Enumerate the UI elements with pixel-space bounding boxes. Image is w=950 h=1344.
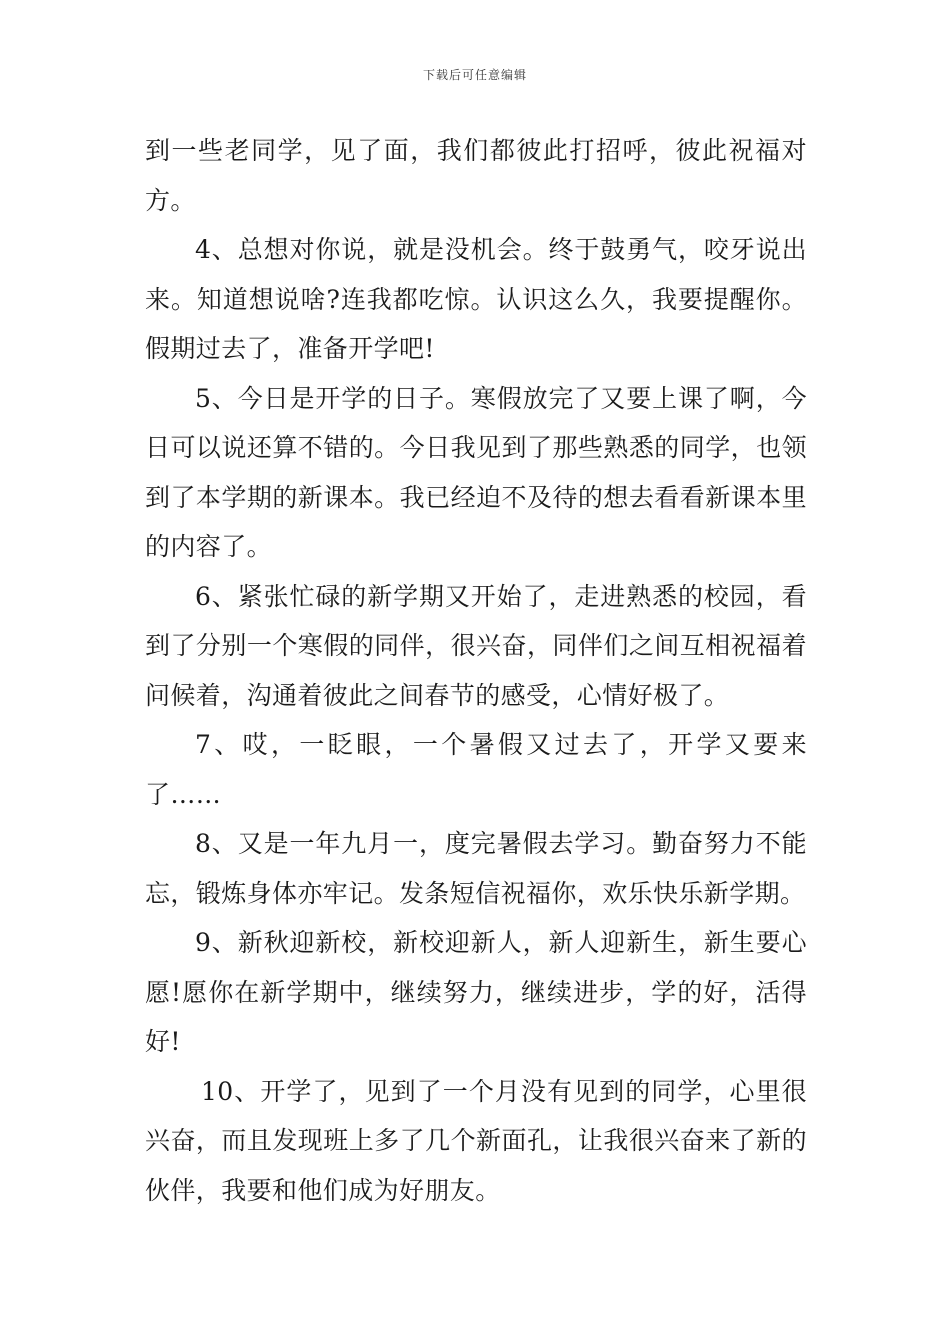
document-body xyxy=(145,126,807,1215)
paragraph-item-6: 6、紧张忙碌的新学期又开始了，走进熟悉的校园，看到了分别一个寒假的同伴，很兴奋，同伴们之间互相祝福着问候着，沟通着彼此之间春节的感受，心情好极了。 xyxy=(145,581,807,710)
paragraph-item-4: 4、总想对你说，就是没机会。终于鼓勇气，咬牙说出来。知道想说啥?连我都吃惊。认识这么久，我要提醒你。假期过去了，准备开学吧! xyxy=(145,235,807,363)
paragraph-item-5: 5、今日是开学的日子。寒假放完了又要上课了啊，今日可以说还算不错的。今日我见到了那些熟悉的同学，也领到了本学期的新课本。我已经迫不及待的想去看看新课本里的内容了。 xyxy=(145,383,807,561)
paragraph-item-7: 7、哎，一眨眼，一个暑假又过去了，开学又要来了…… xyxy=(145,730,807,809)
paragraph-item-9: 9、新秋迎新校，新校迎新人，新人迎新生，新生要心愿!愿你在新学期中，继续努力，继续进步，学的好，活得好! xyxy=(145,928,807,1056)
paragraph-item-10: 10、开学了，见到了一个月没有见到的同学，心里很兴奋，而且发现班上多了几个新面孔，让我很兴奋来了新的伙伴，我要和他们成为好朋友。 xyxy=(145,1076,807,1205)
page-header: 下载后可任意编辑 xyxy=(422,68,527,82)
paragraph-continuation: 到一些老同学，见了面，我们都彼此打招呼，彼此祝福对方。 xyxy=(145,136,807,215)
paragraph-item-8: 8、又是一年九月一，度完暑假去学习。勤奋努力不能忘，锻炼身体亦牢记。发条短信祝福你，欢乐快乐新学期。 xyxy=(145,829,807,908)
